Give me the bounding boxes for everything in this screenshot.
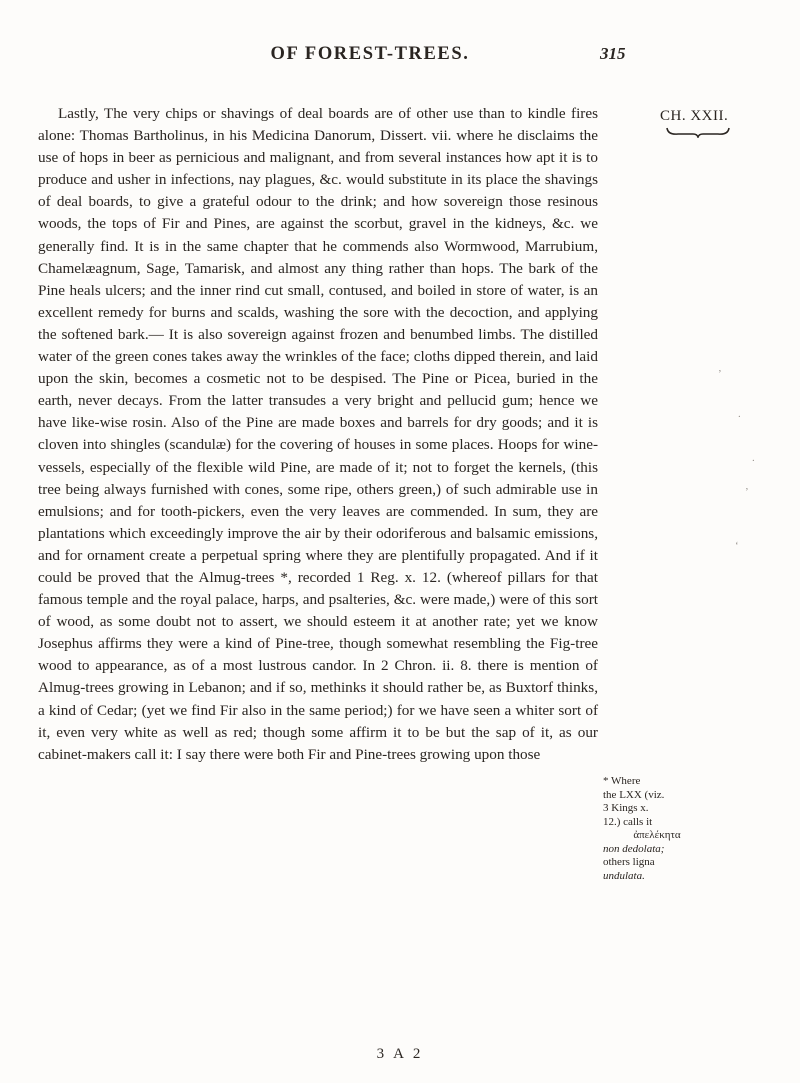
running-title: OF FOREST-TREES.	[270, 44, 470, 64]
footnote-line: others ligna	[603, 856, 655, 868]
footnote-line: non dedolata;	[603, 842, 665, 855]
footnote-line: the LXX (viz.	[603, 788, 665, 801]
signature-mark: 3 A 2	[376, 1046, 424, 1062]
brace-ornament-icon	[666, 126, 730, 138]
show-through-mark: ‘	[735, 540, 739, 552]
show-through-mark: ’	[745, 486, 749, 498]
footnote-line: * Where	[603, 775, 641, 787]
chapter-marker: CH. XXII.	[660, 108, 729, 124]
running-head	[0, 44, 800, 68]
main-text	[38, 103, 598, 766]
show-through-mark: .	[752, 452, 755, 464]
show-through-mark: ’	[718, 368, 722, 380]
footnote-line: 3 Kings x.	[603, 802, 649, 814]
page-number: 315	[600, 44, 626, 63]
footnote-line-greek: ἀπελέκητα	[633, 829, 681, 841]
footnote-line: 12.) calls it	[603, 815, 653, 828]
show-through-mark: .	[738, 408, 741, 420]
main-paragraph: Lastly, The very chips or shavings of deal boards are of other use than to kindle fires alone: Thomas Bartholinus, in his Medicina Danorum, Dissert. vii. where he disclaims the use of hops in beer as pernicious and malignant, and from several instances how apt it is to produce and usher in infections, nay plagues, &c. would substitute in its place the shavings of deal boards, to give a grateful odour to the drink; and how sovereign those resinous woods, the tops of Fir and Pines, are against the scorbut, gravel in the kidneys, &c. we generally find. It is in the same chapter that he commends also Wormwood, Marrubium, Chamelæagnum, Sage, Tamarisk, and almost any thing rather than hops. The bark of the Pine heals ulcers; and the inner rind cut small, contused, and boiled in store of water, is an excellent remedy for burns and scalds, washing the sore with the decoction, and applying the softened bark.— It is also sovereign against frozen and benumbed limbs. The distilled water of the green cones takes away the wrinkles of the face; cloths dipped therein, and laid upon the skin, becomes a cosmetic not to be despised. The Pine or Picea, buried in the earth, never decays. From the latter transudes a very bright and pellucid gum; hence we have like-wise rosin. Also of the Pine are made boxes and barrels for dry goods; and it is cloven into shingles (scandulæ) for the covering of houses in some places. Hoops for wine-vessels, especially of the flexible wild Pine, are made of it; not to forget the kernels, (this tree being always furnished with cones, some ripe, others green,) of such admirable use in emulsions; and for tooth-pickers, even the very leaves are commended. In sum, they are plantations which exceedingly improve the air by their odoriferous and balsamic emissions, and for ornament create a perpetual spring where they are plentifully propagated. And if it could be proved that the Almug-trees *, recorded 1 Reg. x. 12. (whereof pillars for that famous temple and the royal palace, harps, and psalteries, &c. were made,) were of this sort of wood, as some doubt not to assert, we should esteem it at another rate; yet we know Josephus affirms they were a kind of Pine-tree, though somewhat resembling the Fig-tree wood to appearance, as of a most lustrous candor. In 2 Chron. ii. 8. there is mention of Almug-trees growing in Lebanon; and if so, methinks it should rather be, as Buxtorf thinks, a kind of Cedar; (yet we find Fir also in the same period;) for we have seen a whiter sort of it, even very white as well as red; though some affirm it to be but the sap of it, as our cabinet-makers call it: I say there were both Fir and Pine-trees growing upon those	[38, 105, 598, 763]
margin-footnote	[603, 775, 711, 883]
footnote-line: undulata.	[603, 869, 645, 882]
